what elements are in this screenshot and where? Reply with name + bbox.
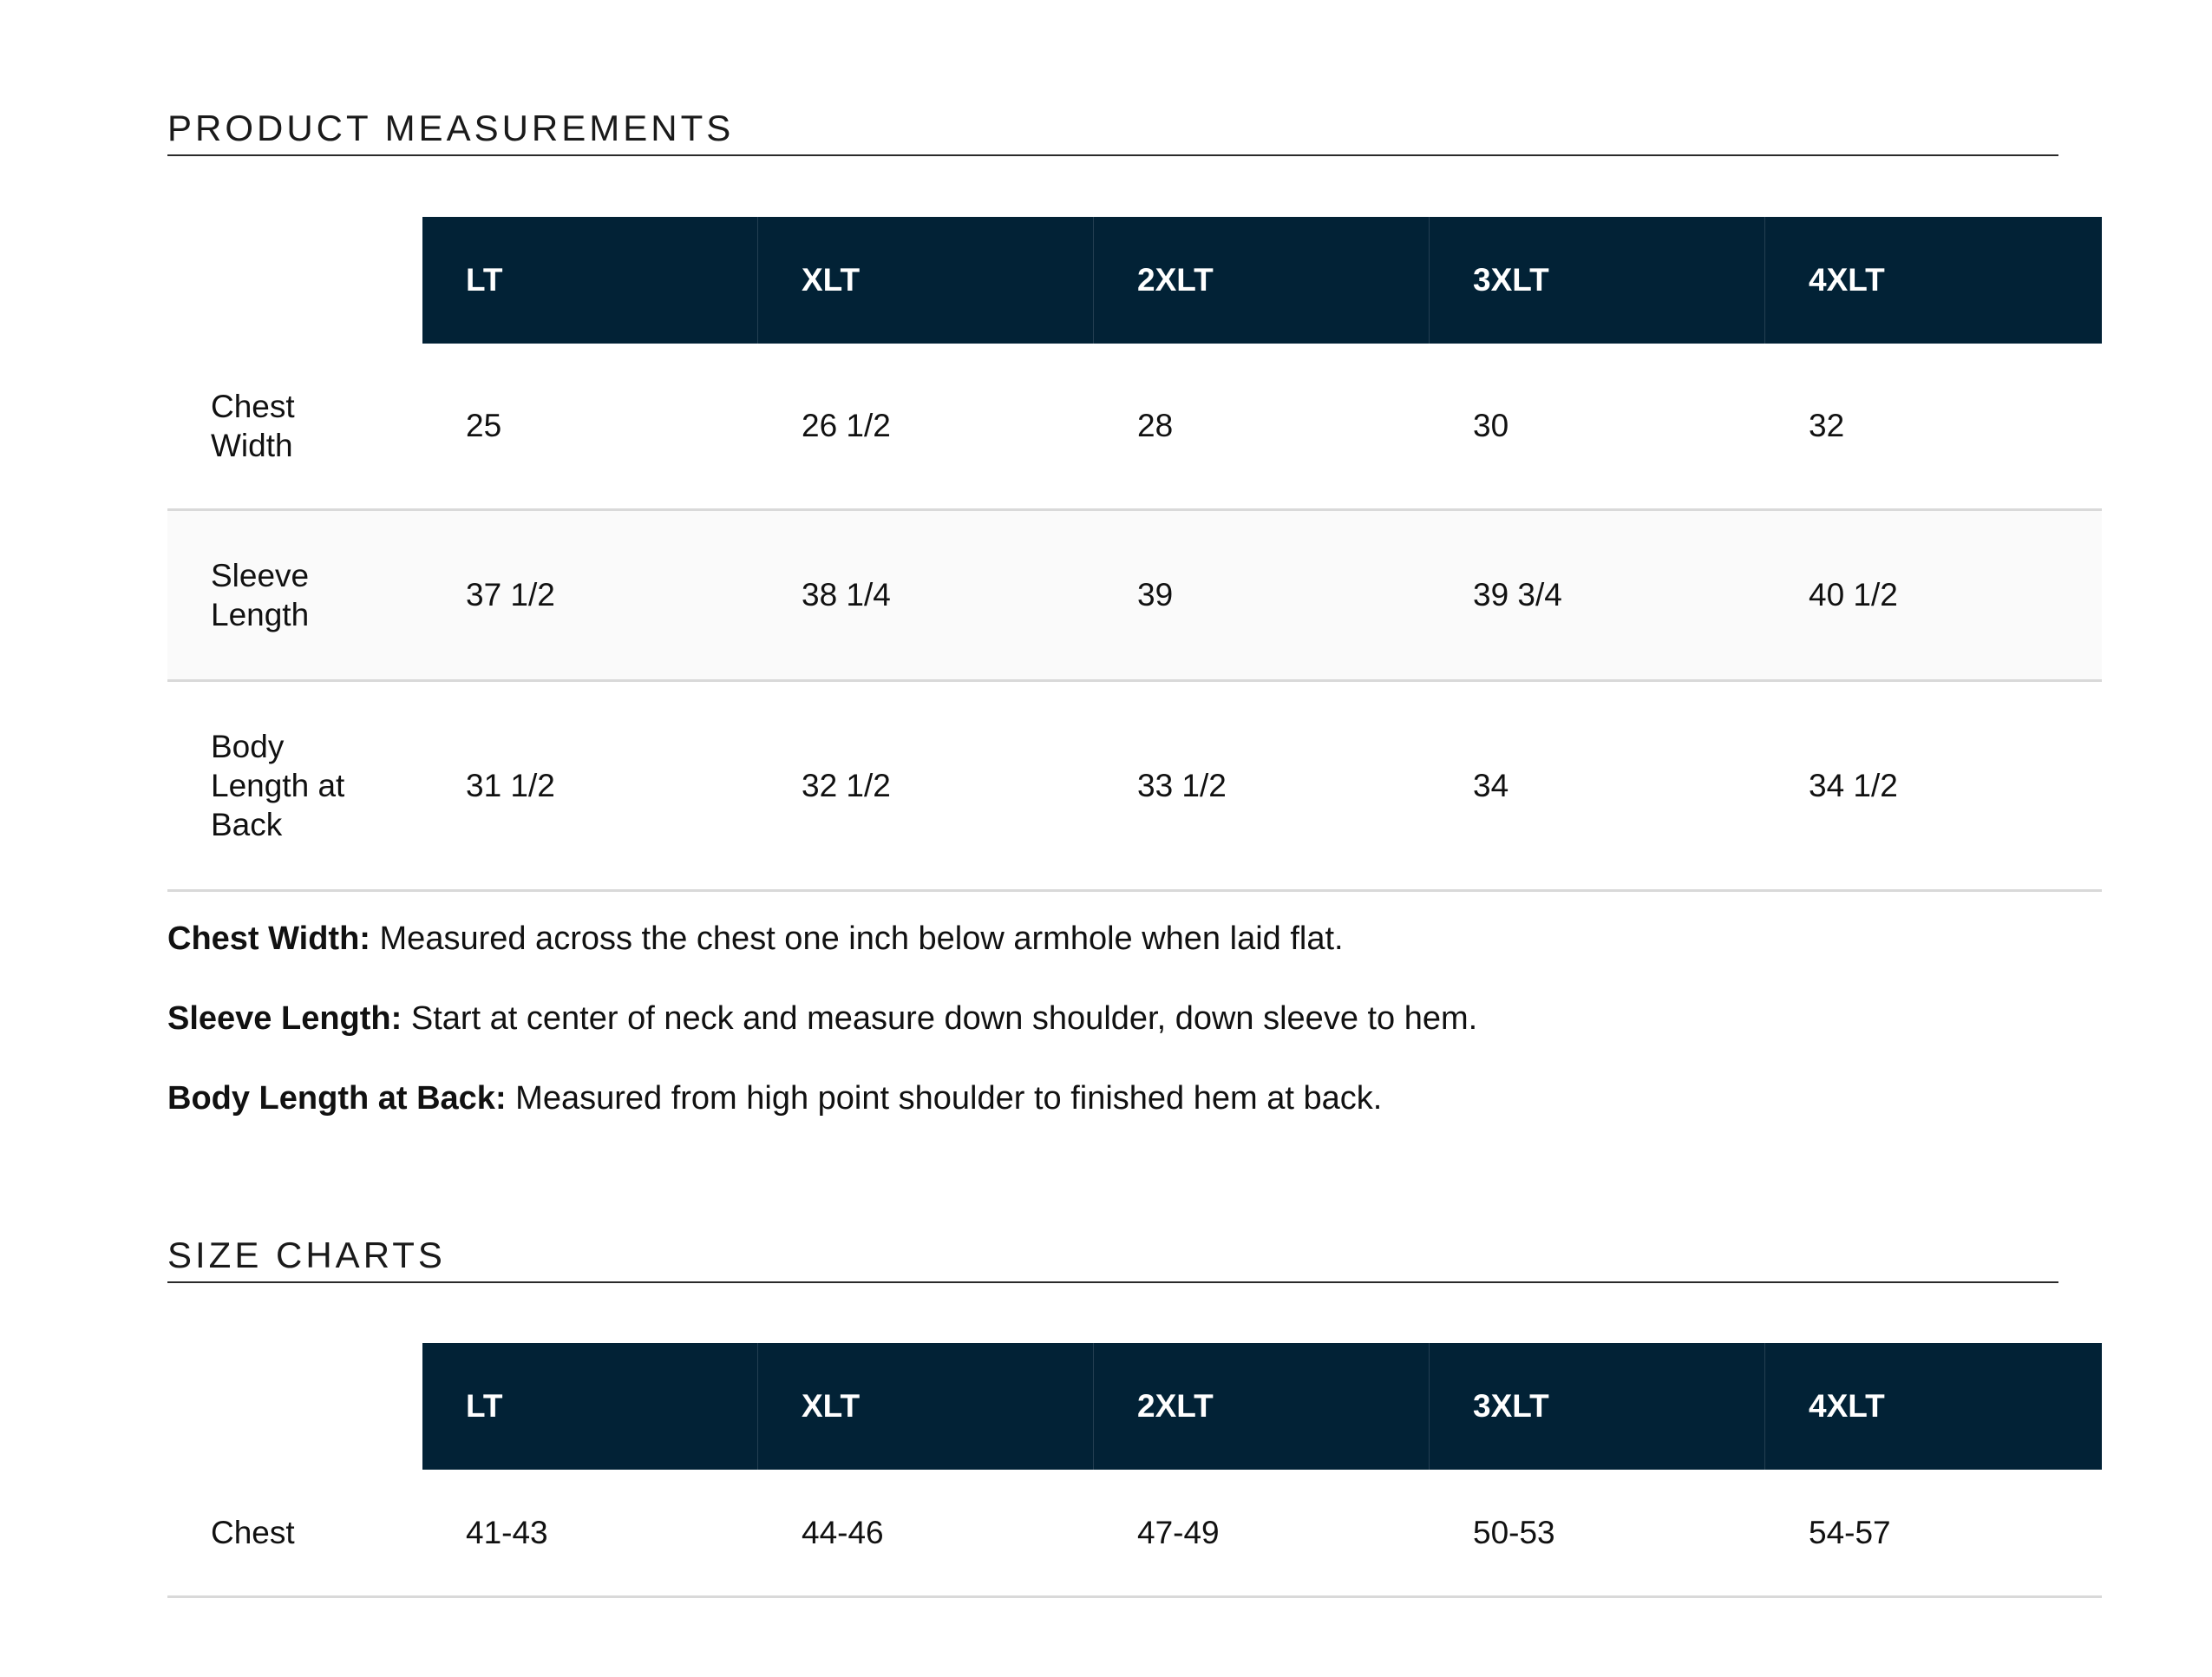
note-text: Measured from high point shoulder to finished hem at back. (506, 1080, 1383, 1117)
measurements-table (167, 217, 2102, 892)
table-cell: 33 1/2 (1137, 767, 1227, 803)
row-label: Body Length at Back (211, 729, 345, 842)
table-row-body-length (167, 682, 2102, 892)
size-header-3xlt: 3XLT (1430, 217, 1765, 344)
table-cell: 39 (1137, 577, 1174, 612)
size-header-2xlt: 2XLT (1094, 1343, 1430, 1470)
table-row-chest (167, 1470, 2102, 1598)
size-header-xlt: XLT (758, 217, 1094, 344)
table-row-sleeve-length (167, 511, 2102, 682)
size-header-4xlt: 4XLT (1809, 262, 1885, 298)
size-header-3xlt: 3XLT (1430, 1343, 1765, 1470)
measurements-table-header (167, 217, 2102, 344)
row-label: Sleeve Length (211, 558, 310, 632)
note-body-length (167, 1078, 2076, 1118)
table-cell: 37 1/2 (466, 577, 555, 612)
size-header-4xlt: 4XLT (1809, 1388, 1885, 1424)
table-cell: 54-57 (1809, 1514, 1891, 1550)
note-chest-width (167, 919, 2076, 959)
note-sleeve-length (167, 999, 2076, 1038)
table-cell: 28 (1137, 408, 1174, 443)
size-chart-table (167, 1343, 2102, 1598)
row-label: Chest (211, 1515, 295, 1550)
table-cell: 34 (1473, 767, 1509, 803)
table-cell: 41-43 (466, 1514, 548, 1550)
measurement-notes (167, 919, 2076, 1158)
product-measurements-title: PRODUCT MEASUREMENTS (167, 108, 2058, 156)
table-cell: 34 1/2 (1809, 767, 1898, 803)
note-text: Start at center of neck and measure down shoulder, down sleeve to hem. (402, 1000, 1478, 1037)
size-chart-table-header (167, 1343, 2102, 1470)
size-header-lt: LT (422, 1343, 758, 1470)
table-cell: 50-53 (1473, 1514, 1555, 1550)
size-header-lt: LT (422, 217, 758, 344)
note-term: Chest Width: (167, 920, 370, 957)
row-label: Chest Width (211, 389, 295, 463)
table-cell: 47-49 (1137, 1514, 1220, 1550)
note-text: Measured across the chest one inch below armhole when laid flat. (370, 920, 1344, 957)
table-cell: 38 1/4 (802, 577, 891, 612)
table-cell: 26 1/2 (802, 408, 891, 443)
table-cell: 39 3/4 (1473, 577, 1562, 612)
note-term: Body Length at Back: (167, 1080, 507, 1117)
size-header-xlt: XLT (758, 1343, 1094, 1470)
table-cell: 40 1/2 (1809, 577, 1898, 612)
table-cell: 32 (1809, 408, 1845, 443)
note-term: Sleeve Length: (167, 1000, 402, 1037)
size-charts-title: SIZE CHARTS (167, 1235, 2058, 1283)
table-cell: 25 (466, 408, 502, 443)
table-cell: 32 1/2 (802, 767, 891, 803)
size-header-2xlt: 2XLT (1094, 217, 1430, 344)
table-cell: 30 (1473, 408, 1509, 443)
table-row-chest-width (167, 344, 2102, 511)
table-cell: 31 1/2 (466, 767, 555, 803)
table-cell: 44-46 (802, 1514, 884, 1550)
